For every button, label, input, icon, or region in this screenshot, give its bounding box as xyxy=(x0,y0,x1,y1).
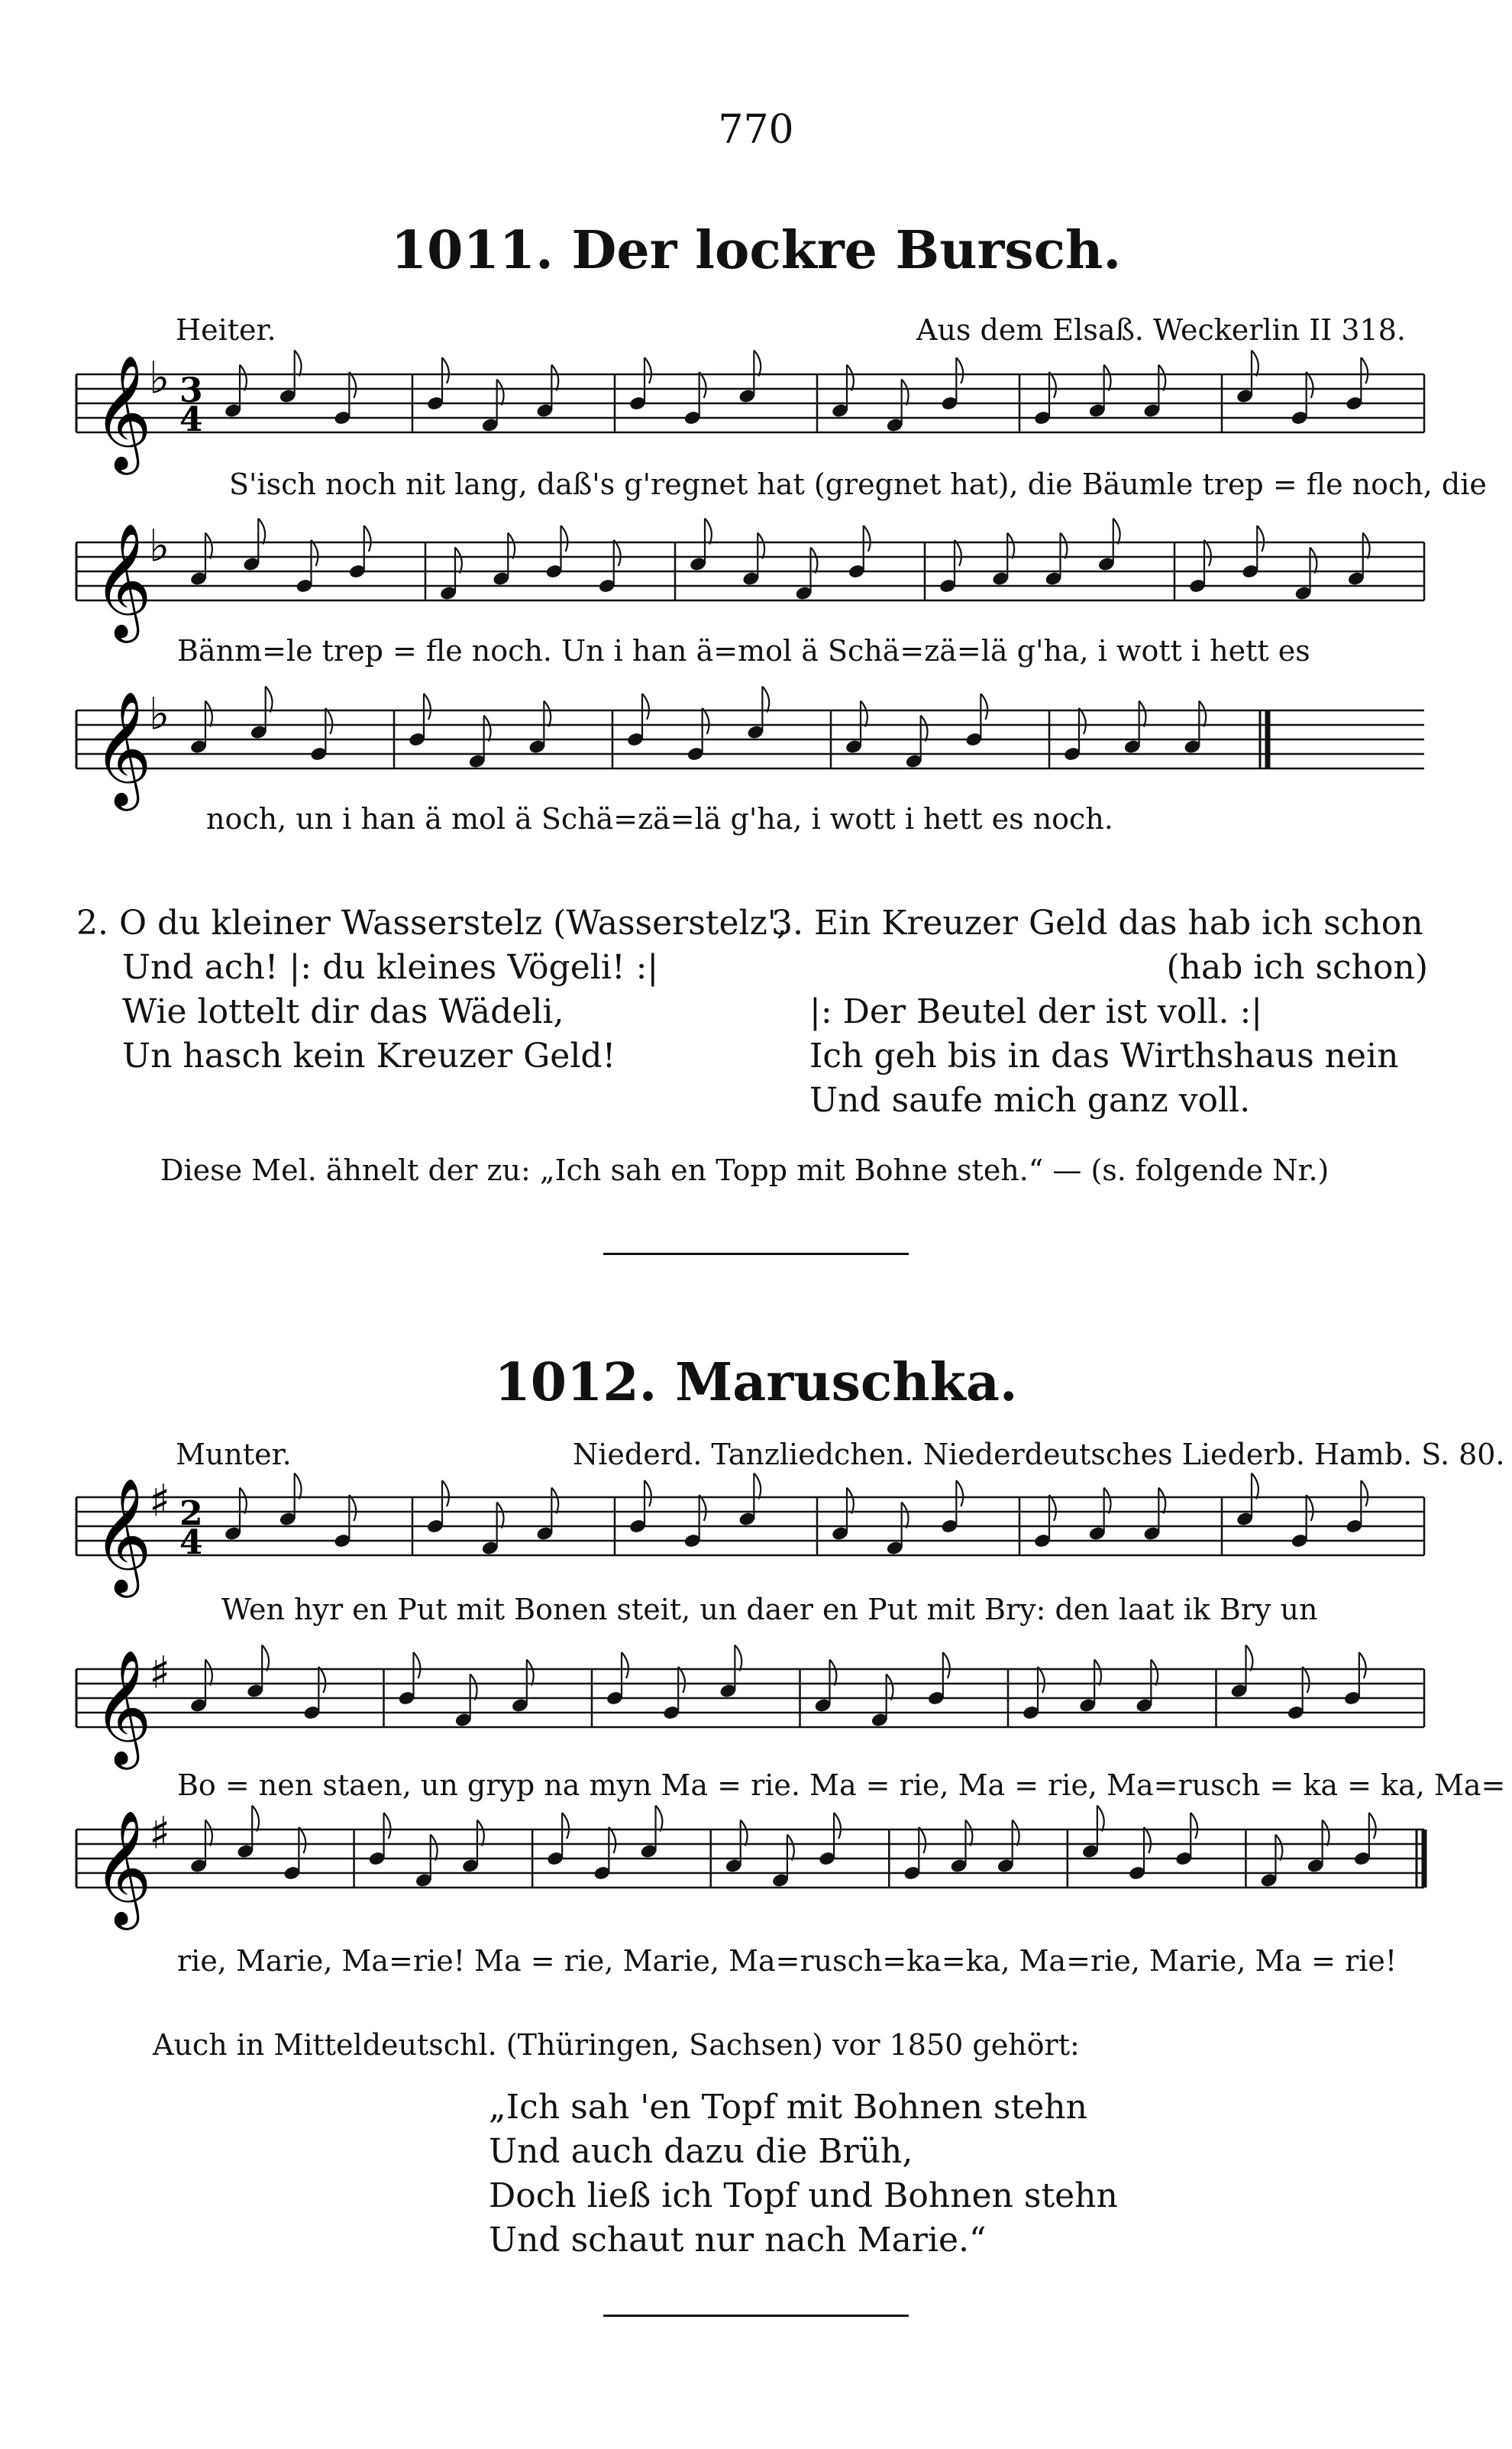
note-flag xyxy=(956,357,963,383)
note-flag xyxy=(1049,1495,1056,1521)
verse-line: Doch ließ ich Topf und Bohnen stehn xyxy=(489,2176,1118,2215)
note-flag xyxy=(1323,1820,1329,1846)
time-signature: 2 xyxy=(179,1494,203,1533)
note-flag xyxy=(847,365,854,391)
note-flag xyxy=(1139,701,1146,727)
note-flag xyxy=(705,519,712,545)
note-flag xyxy=(1369,1813,1376,1839)
melody-note: Diese Mel. ähnelt der zu: „Ich sah en Topp mit Bohne steh.“ — (s. folgende Nr.) xyxy=(160,1153,1329,1187)
note-flag xyxy=(622,1652,628,1678)
note-flag xyxy=(834,1813,841,1839)
note-flag xyxy=(508,533,515,559)
note-flag xyxy=(205,1660,212,1686)
flat-key-signature-icon: ♭ xyxy=(149,351,170,404)
music-staff xyxy=(0,1474,1512,1593)
note-flag xyxy=(645,357,651,383)
verse-line: Un hasch kein Kreuzer Geld! xyxy=(122,1037,616,1076)
music-staff xyxy=(0,1807,1512,1929)
verse-line: Und saufe mich ganz voll. xyxy=(809,1081,1251,1120)
note-flag xyxy=(699,1495,706,1521)
treble-clef-icon: 𝄞 xyxy=(93,354,152,470)
verse-line: Und auch dazu die Brüh, xyxy=(489,2132,913,2171)
note-flag xyxy=(678,1667,685,1693)
note-flag xyxy=(299,1827,305,1853)
note-flag xyxy=(741,1820,748,1846)
source-reference: Aus dem Elsaß. Weckerlin II 318. xyxy=(916,313,1406,347)
note-flag xyxy=(484,716,491,742)
note-flag xyxy=(1061,533,1068,559)
note-flag xyxy=(240,365,247,391)
note-flag xyxy=(1307,372,1313,398)
song-title: 1011. Der lockre Bursch. xyxy=(390,220,1122,281)
lyrics-line: rie, Marie, Ma=rie! Ma = rie, Marie, Ma=rusch=ka=ka, Ma=rie, Marie, Ma = rie! xyxy=(177,1944,1397,1978)
note-flag xyxy=(262,1645,269,1671)
lyrics-line: Wen hyr en Put mit Bonen steit, un daer en Put mit Bry: den laat ik Bry un xyxy=(221,1593,1318,1626)
sharp-key-signature-icon: ♯ xyxy=(149,1474,171,1527)
note-flag xyxy=(205,533,212,559)
note-flag xyxy=(364,526,371,552)
note-flag xyxy=(656,1806,663,1832)
note-flag xyxy=(1275,1835,1282,1861)
note-flag xyxy=(424,694,431,720)
verse-line: 3. Ein Kreuzer Geld das hab ich schon xyxy=(771,904,1423,943)
source-reference: Niederd. Tanzliedchen. Niederdeutsches Liederb. Hamb. S. 80. xyxy=(573,1438,1505,1471)
note-flag xyxy=(758,533,764,559)
note-flag xyxy=(551,1488,558,1514)
music-staff xyxy=(0,687,1512,806)
time-signature: 4 xyxy=(179,400,203,439)
note-flag xyxy=(1007,533,1014,559)
note-flag xyxy=(1252,351,1258,377)
verse-line: Und schaut nur nach Marie.“ xyxy=(489,2221,987,2260)
note-flag xyxy=(830,1660,837,1686)
lyrics-line: Bo = nen staen, un gryp na myn Ma = rie. Ma = rie, Ma = rie, Ma=rusch = ka = ka, Ma= xyxy=(177,1768,1506,1802)
treble-clef-icon: 𝄞 xyxy=(93,690,152,806)
note-flag xyxy=(527,1660,534,1686)
note-flag xyxy=(477,1820,484,1846)
note-flag xyxy=(864,526,871,552)
note-flag xyxy=(1252,1474,1258,1499)
verse-line: Und ach! |: du kleines Vögeli! :| xyxy=(122,948,659,987)
note-flag xyxy=(735,1645,741,1671)
note-flag xyxy=(609,1827,615,1853)
music-staff xyxy=(0,351,1512,470)
note-flag xyxy=(497,380,504,406)
note-flag xyxy=(562,1813,569,1839)
note-flag xyxy=(1257,526,1264,552)
note-flag xyxy=(431,1835,438,1861)
note-flag xyxy=(1361,1480,1368,1506)
note-flag xyxy=(1303,1667,1310,1693)
lyrics-line: S'isch noch nit lang, daß's g'regnet hat (gregnet hat), die Bäumle trep = fle noch, die xyxy=(229,467,1487,501)
note-flag xyxy=(614,540,621,566)
note-flag xyxy=(1094,1660,1101,1686)
note-flag xyxy=(349,372,356,398)
tempo-marking: Heiter. xyxy=(176,313,276,347)
note-flag xyxy=(1113,519,1120,545)
note-flag xyxy=(1204,540,1211,566)
note-flag xyxy=(205,1820,212,1846)
note-flag xyxy=(497,1503,504,1529)
melody-note: Auch in Mitteldeutschl. (Thüringen, Sachsen) vor 1850 gehört: xyxy=(153,2028,1080,2062)
note-flag xyxy=(349,1495,356,1521)
note-flag xyxy=(1049,372,1056,398)
note-flag xyxy=(1158,365,1165,391)
note-flag xyxy=(1097,1806,1104,1832)
note-flag xyxy=(1079,708,1086,734)
quoted-verse xyxy=(489,2085,1118,2263)
tempo-marking: Munter. xyxy=(176,1438,292,1471)
note-flag xyxy=(965,1820,972,1846)
note-flag xyxy=(943,1652,950,1678)
note-flag xyxy=(955,540,961,566)
note-flag xyxy=(551,365,558,391)
note-flag xyxy=(861,701,867,727)
note-flag xyxy=(325,708,332,734)
note-flag xyxy=(981,694,987,720)
note-flag xyxy=(956,1480,963,1506)
note-flag xyxy=(414,1652,421,1678)
note-flag xyxy=(1359,1652,1366,1678)
note-flag xyxy=(1038,1667,1045,1693)
verse-2 xyxy=(76,901,787,1079)
note-flag xyxy=(1246,1645,1253,1671)
note-flag xyxy=(455,548,462,574)
note-flag xyxy=(1199,701,1206,727)
note-flag xyxy=(295,351,302,377)
verse-line: |: Der Beutel der ist voll. :| xyxy=(809,992,1263,1031)
treble-clef-icon: 𝄞 xyxy=(93,1477,152,1593)
note-flag xyxy=(258,519,265,545)
note-flag xyxy=(754,1474,761,1499)
note-flag xyxy=(1158,1488,1165,1514)
time-signature: 4 xyxy=(179,1523,203,1562)
note-flag xyxy=(240,1488,247,1514)
note-flag xyxy=(266,687,273,713)
sharp-key-signature-icon: ♯ xyxy=(149,1807,171,1859)
lyrics-line: noch, un i han ä mol ä Schä=zä=lä g'ha, i wott i hett es noch. xyxy=(206,802,1113,836)
song-title: 1012. Maruschka. xyxy=(494,1352,1018,1413)
note-flag xyxy=(1363,533,1370,559)
note-flag xyxy=(645,1480,651,1506)
note-flag xyxy=(384,1813,391,1839)
note-flag xyxy=(1151,1660,1158,1686)
note-flag xyxy=(642,694,649,720)
note-flag xyxy=(561,526,568,552)
note-flag xyxy=(847,1488,854,1514)
note-flag xyxy=(1361,357,1368,383)
music-staff xyxy=(0,1646,1512,1765)
note-flag xyxy=(442,1480,449,1506)
note-flag xyxy=(1013,1820,1019,1846)
music-staff xyxy=(0,519,1512,638)
note-flag xyxy=(762,687,769,713)
verse-line: 2. O du kleiner Wasserstelz (Wasserstelz', xyxy=(76,904,787,943)
lyrics-line: Bänm=le trep = fle noch. Un i han ä=mol ä Schä=zä=lä g'ha, i wott i hett es xyxy=(177,634,1310,668)
verse-line: (hab ich schon) xyxy=(1166,948,1428,987)
note-flag xyxy=(1307,1495,1313,1521)
flat-key-signature-icon: ♭ xyxy=(149,687,170,740)
treble-clef-icon: 𝄞 xyxy=(93,1648,152,1765)
note-flag xyxy=(1191,1813,1197,1839)
note-flag xyxy=(295,1474,302,1499)
note-flag xyxy=(442,357,449,383)
note-flag xyxy=(312,540,318,566)
note-flag xyxy=(1144,1827,1151,1853)
sharp-key-signature-icon: ♯ xyxy=(149,1646,171,1699)
note-flag xyxy=(1310,548,1317,574)
note-flag xyxy=(902,1503,909,1529)
note-flag xyxy=(1104,365,1111,391)
note-flag xyxy=(703,708,709,734)
note-flag xyxy=(1104,1488,1111,1514)
note-flag xyxy=(919,1827,926,1853)
verse-line: „Ich sah 'en Topf mit Bohnen stehn xyxy=(489,2088,1087,2127)
note-flag xyxy=(787,1835,794,1861)
note-flag xyxy=(699,372,706,398)
verse-line: Wie lottelt dir das Wädeli, xyxy=(122,992,564,1031)
note-flag xyxy=(921,716,928,742)
note-flag xyxy=(318,1667,325,1693)
treble-clef-icon: 𝄞 xyxy=(93,1809,152,1925)
verse-line: Ich geh bis in das Wirthshaus nein xyxy=(809,1037,1399,1076)
note-flag xyxy=(754,351,761,377)
flat-key-signature-icon: ♭ xyxy=(149,519,170,572)
note-flag xyxy=(205,701,212,727)
note-flag xyxy=(252,1806,259,1832)
note-flag xyxy=(902,380,909,406)
section-divider xyxy=(603,1253,909,1255)
verse-3 xyxy=(771,901,1428,1123)
page-number: 770 xyxy=(718,107,794,153)
note-flag xyxy=(887,1674,893,1700)
note-flag xyxy=(544,701,551,727)
section-divider xyxy=(603,2315,909,2317)
note-flag xyxy=(470,1674,477,1700)
time-signature: 3 xyxy=(179,371,203,410)
note-flag xyxy=(811,548,818,574)
treble-clef-icon: 𝄞 xyxy=(93,522,152,638)
